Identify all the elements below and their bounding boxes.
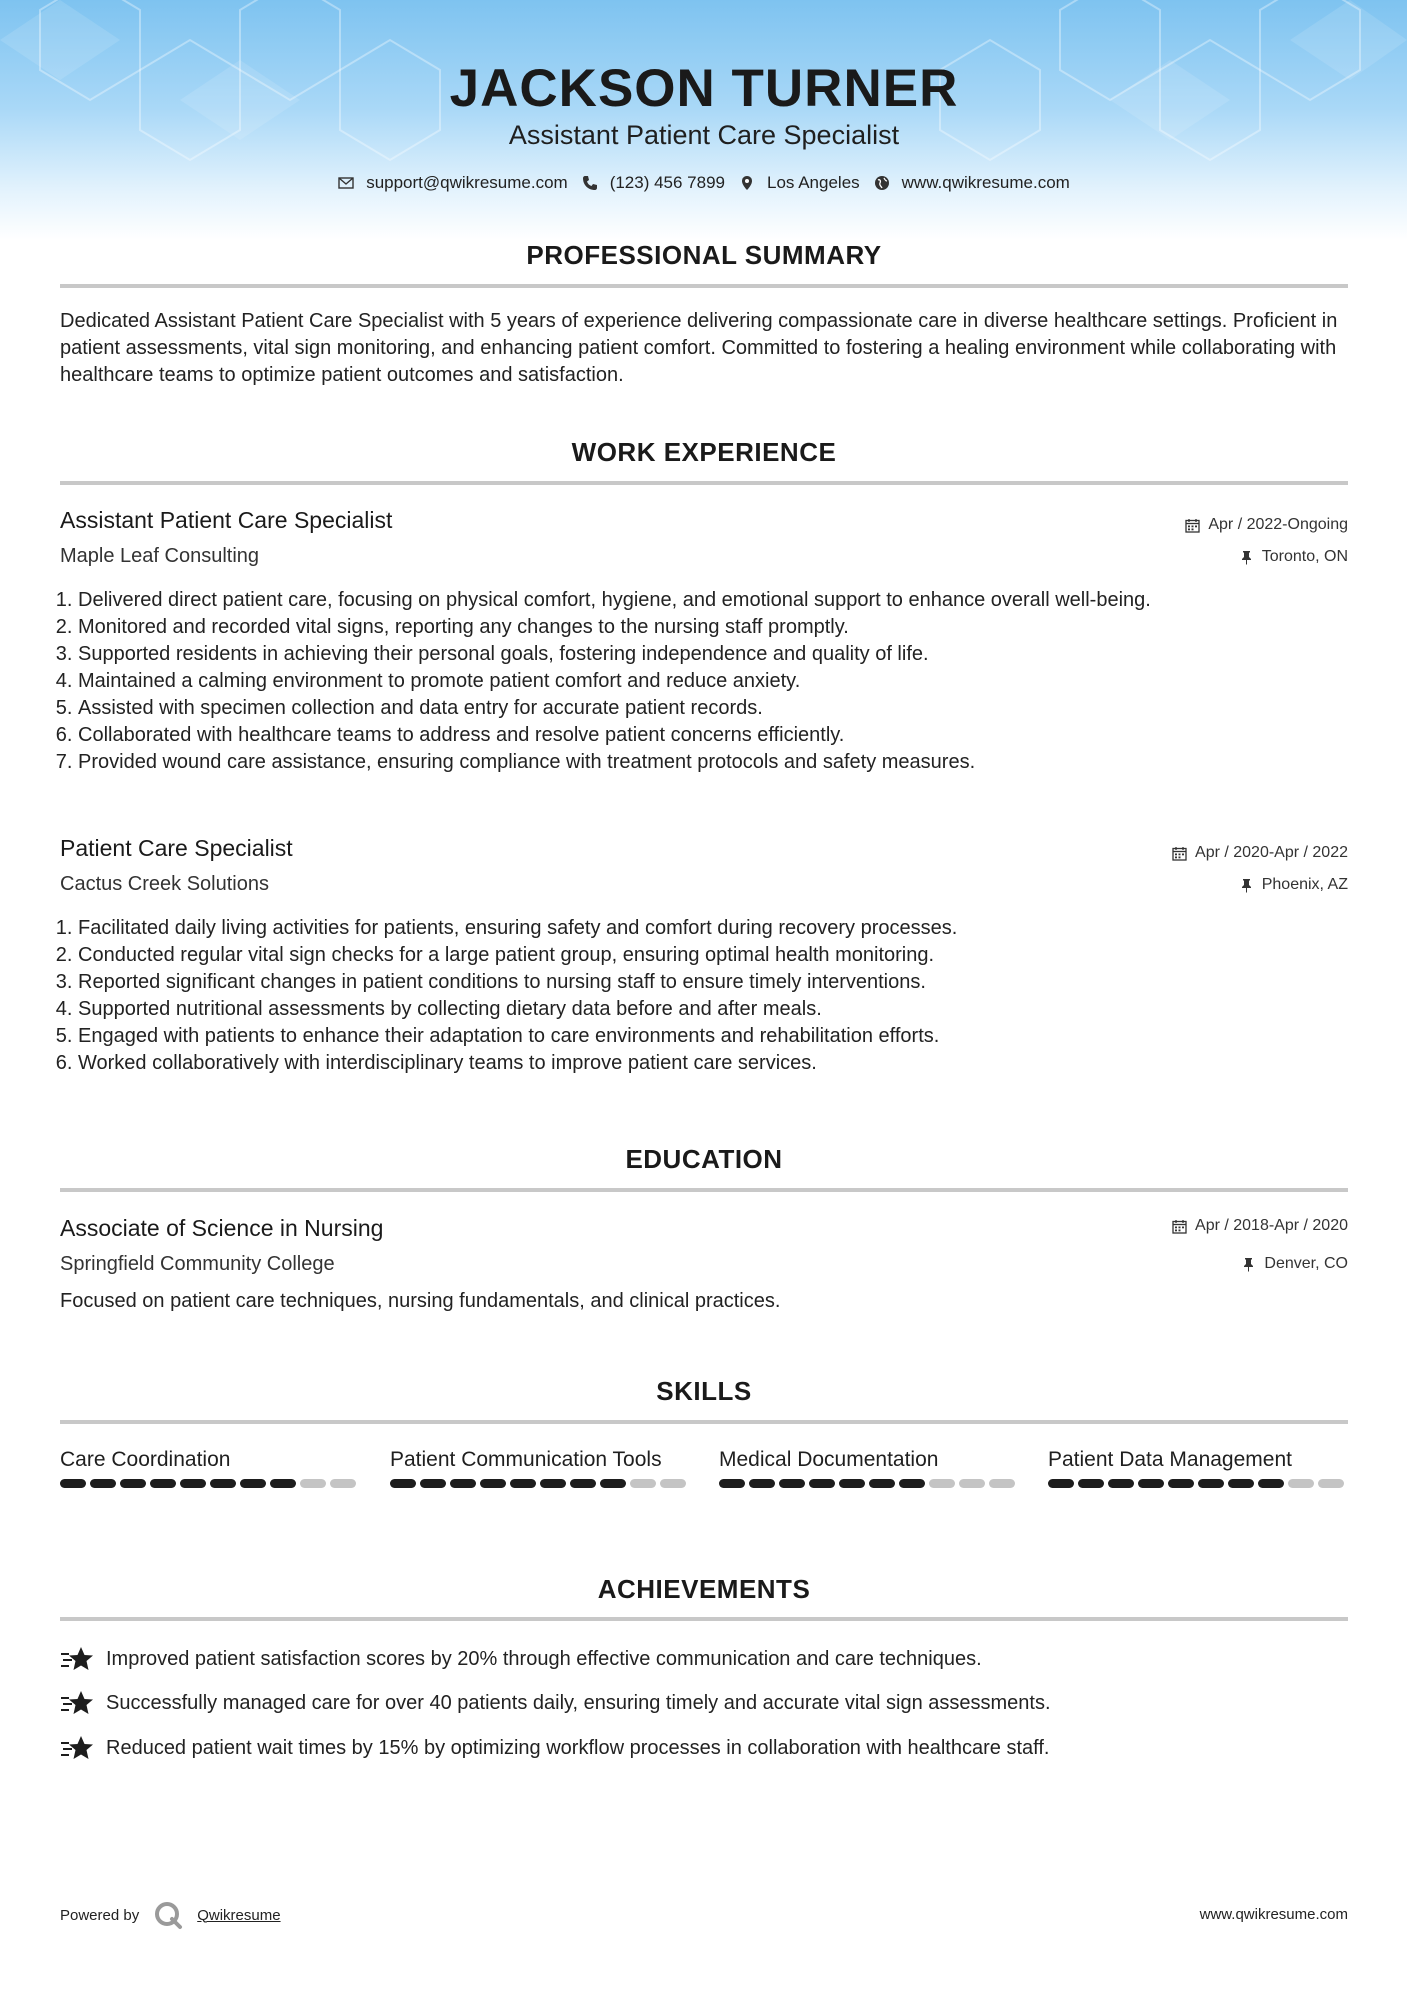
candidate-name: JACKSON TURNER (449, 59, 959, 118)
job-title-2: Patient Care Specialist (60, 835, 293, 861)
edu-description: Focused on patient care techniques, nursing fundamentals, and clinical practices. (60, 1290, 781, 1312)
achievement-item (60, 1645, 982, 1673)
job-location-1 (1239, 548, 1348, 566)
calendar-icon (1185, 518, 1200, 533)
job-dates-2 (1172, 844, 1348, 862)
skill-segment-filled (839, 1479, 865, 1488)
skill-segment-filled (570, 1479, 596, 1488)
pushpin-icon (1239, 878, 1254, 893)
brand-link[interactable]: Qwikresume (197, 1906, 281, 1924)
skill-segment-filled (1078, 1479, 1104, 1488)
list-item: 2. Monitored and recorded vital signs, reporting any changes to the nursing staff promptly. (78, 614, 1348, 641)
edu-dates-text: Apr / 2018-Apr / 2020 (1195, 1217, 1348, 1234)
section-title-skills: SKILLS (656, 1376, 752, 1406)
section-divider (60, 1420, 1348, 1424)
edu-dates (1172, 1217, 1348, 1235)
location-text: Los Angeles (767, 173, 860, 192)
achievement-text: Successfully managed care for over 40 patients daily, ensuring timely and accurate vital sign assessments. (106, 1691, 1051, 1714)
list-item: 4. Maintained a calming environment to promote patient comfort and reduce anxiety. (78, 668, 1348, 695)
skill-segment-filled (420, 1479, 446, 1488)
list-item: 5. Engaged with patients to enhance their adaptation to care environments and rehabilitation efforts. (78, 1023, 1348, 1050)
skill-segment-filled (180, 1479, 206, 1488)
section-divider (60, 1188, 1348, 1192)
skill-segment-empty (989, 1479, 1015, 1488)
skill-segment-filled (1228, 1479, 1254, 1488)
achievement-text: Reduced patient wait times by 15% by optimizing workflow processes in collaboration with healthcare staff. (106, 1736, 1050, 1759)
skill-segment-filled (240, 1479, 266, 1488)
skill-segment-filled (869, 1479, 895, 1488)
summary-text: Dedicated Assistant Patient Care Specialist with 5 years of experience delivering compassionate care in diverse healthcare settings. Proficient in patient assessments, vital sign monitoring, and enhancing patient comfort. Committed to fostering a healing environment while collaborating with healthcare teams to optimize patient outcomes and satisfaction. (60, 310, 1338, 386)
star-icon (60, 1645, 94, 1673)
achievement-item (60, 1734, 1049, 1762)
list-item: 6. Worked collaboratively with interdisciplinary teams to improve patient care services. (78, 1050, 1348, 1077)
section-divider (60, 284, 1348, 288)
skill-segment-filled (1108, 1479, 1134, 1488)
skill-segment-empty (1318, 1479, 1344, 1488)
section-title-experience: WORK EXPERIENCE (571, 437, 837, 467)
skill-segment-empty (959, 1479, 985, 1488)
skill-segment-filled (540, 1479, 566, 1488)
skill-segment-empty (630, 1479, 656, 1488)
section-title-summary: PROFESSIONAL SUMMARY (526, 240, 882, 270)
skill-label: Patient Communication Tools (390, 1448, 662, 1471)
skill-label: Patient Data Management (1048, 1448, 1292, 1471)
skill-segment-filled (120, 1479, 146, 1488)
contact-location (739, 173, 860, 193)
list-item: 7. Provided wound care assistance, ensuring compliance with treatment protocols and safety measures. (78, 749, 1348, 776)
pushpin-icon (1239, 550, 1254, 565)
job-dates-1 (1185, 516, 1348, 534)
skill-segment-empty (300, 1479, 326, 1488)
edu-school: Springfield Community College (60, 1253, 335, 1275)
skill-segment-filled (510, 1479, 536, 1488)
footer-website[interactable]: www.qwikresume.com (1199, 1906, 1348, 1923)
globe-icon (874, 175, 890, 191)
skill-segment-filled (90, 1479, 116, 1488)
skill-level-bar (60, 1479, 360, 1488)
edu-location (1241, 1255, 1348, 1273)
powered-by-label: Powered by (60, 1906, 140, 1924)
skill-segment-filled (719, 1479, 745, 1488)
contact-email[interactable] (338, 173, 568, 193)
skill-label: Care Coordination (60, 1448, 231, 1471)
skill-segment-empty (929, 1479, 955, 1488)
skill-segment-filled (1168, 1479, 1194, 1488)
envelope-icon (338, 175, 354, 191)
skill-segment-filled (600, 1479, 626, 1488)
skill-segment-filled (1198, 1479, 1224, 1488)
skill-level-bar (390, 1479, 690, 1488)
skill-segment-empty (1288, 1479, 1314, 1488)
skill-item (60, 1446, 360, 1488)
contact-phone[interactable] (582, 173, 725, 193)
pushpin-icon (1241, 1257, 1256, 1272)
job-company-2: Cactus Creek Solutions (60, 873, 269, 895)
skill-segment-filled (749, 1479, 775, 1488)
website-text: www.qwikresume.com (901, 173, 1070, 192)
job-bullets-2 (60, 915, 1348, 1077)
achievement-item (60, 1689, 1051, 1717)
qwikresume-logo-icon (153, 1900, 183, 1930)
job-dates-text: Apr / 2020-Apr / 2022 (1195, 844, 1348, 861)
list-item: 5. Assisted with specimen collection and data entry for accurate patient records. (78, 695, 1348, 722)
skill-segment-empty (330, 1479, 356, 1488)
skill-segment-filled (270, 1479, 296, 1488)
skill-segment-filled (779, 1479, 805, 1488)
job-location-text: Phoenix, AZ (1261, 876, 1348, 893)
email-text: support@qwikresume.com (366, 173, 568, 192)
skill-label: Medical Documentation (719, 1448, 939, 1471)
list-item: 3. Reported significant changes in patient conditions to nursing staff to ensure timely interventions. (78, 969, 1348, 996)
skill-segment-filled (1048, 1479, 1074, 1488)
footer-powered-by (60, 1900, 281, 1930)
map-pin-icon (739, 175, 755, 191)
skill-level-bar (719, 1479, 1019, 1488)
section-title-education: EDUCATION (625, 1144, 783, 1174)
edu-degree: Associate of Science in Nursing (60, 1215, 384, 1241)
list-item: 1. Delivered direct patient care, focusing on physical comfort, hygiene, and emotional support to enhance overall well-being. (78, 587, 1348, 614)
list-item: 1. Facilitated daily living activities for patients, ensuring safety and comfort during recovery processes. (78, 915, 1348, 942)
skill-segment-filled (1258, 1479, 1284, 1488)
skill-segment-filled (1138, 1479, 1164, 1488)
calendar-icon (1172, 1219, 1187, 1234)
skill-segment-filled (899, 1479, 925, 1488)
skill-item (390, 1446, 690, 1488)
skill-segment-filled (60, 1479, 86, 1488)
job-location-text: Toronto, ON (1261, 548, 1348, 565)
job-dates-text: Apr / 2022-Ongoing (1208, 516, 1348, 533)
skill-segment-filled (809, 1479, 835, 1488)
skill-segment-filled (450, 1479, 476, 1488)
section-title-achievements: ACHIEVEMENTS (597, 1574, 811, 1604)
skill-level-bar (1048, 1479, 1348, 1488)
skill-segment-filled (210, 1479, 236, 1488)
list-item: 2. Conducted regular vital sign checks for a large patient group, ensuring optimal health monitoring. (78, 942, 1348, 969)
job-bullets-1 (60, 587, 1348, 776)
star-icon (60, 1689, 94, 1717)
star-icon (60, 1734, 94, 1762)
skill-item (1048, 1446, 1348, 1488)
job-location-2 (1239, 876, 1348, 894)
phone-text: (123) 456 7899 (609, 173, 726, 192)
section-divider (60, 481, 1348, 485)
skill-segment-filled (390, 1479, 416, 1488)
skill-segment-filled (480, 1479, 506, 1488)
phone-icon (582, 175, 598, 191)
list-item: 3. Supported residents in achieving their personal goals, fostering independence and quality of life. (78, 641, 1348, 668)
contact-bar (60, 173, 1348, 193)
edu-location-text: Denver, CO (1264, 1255, 1348, 1272)
list-item: 4. Supported nutritional assessments by collecting dietary data before and after meals. (78, 996, 1348, 1023)
section-divider (60, 1617, 1348, 1621)
candidate-title: Assistant Patient Care Specialist (508, 120, 900, 150)
skill-segment-empty (660, 1479, 686, 1488)
calendar-icon (1172, 846, 1187, 861)
list-item: 6. Collaborated with healthcare teams to address and resolve patient concerns efficiently. (78, 722, 1348, 749)
job-company-1: Maple Leaf Consulting (60, 545, 260, 567)
skill-item (719, 1446, 1019, 1488)
contact-website[interactable] (874, 173, 1070, 193)
skill-segment-filled (150, 1479, 176, 1488)
job-title-1: Assistant Patient Care Specialist (60, 507, 393, 533)
achievement-text: Improved patient satisfaction scores by 20% through effective communication and care techniques. (106, 1647, 982, 1670)
